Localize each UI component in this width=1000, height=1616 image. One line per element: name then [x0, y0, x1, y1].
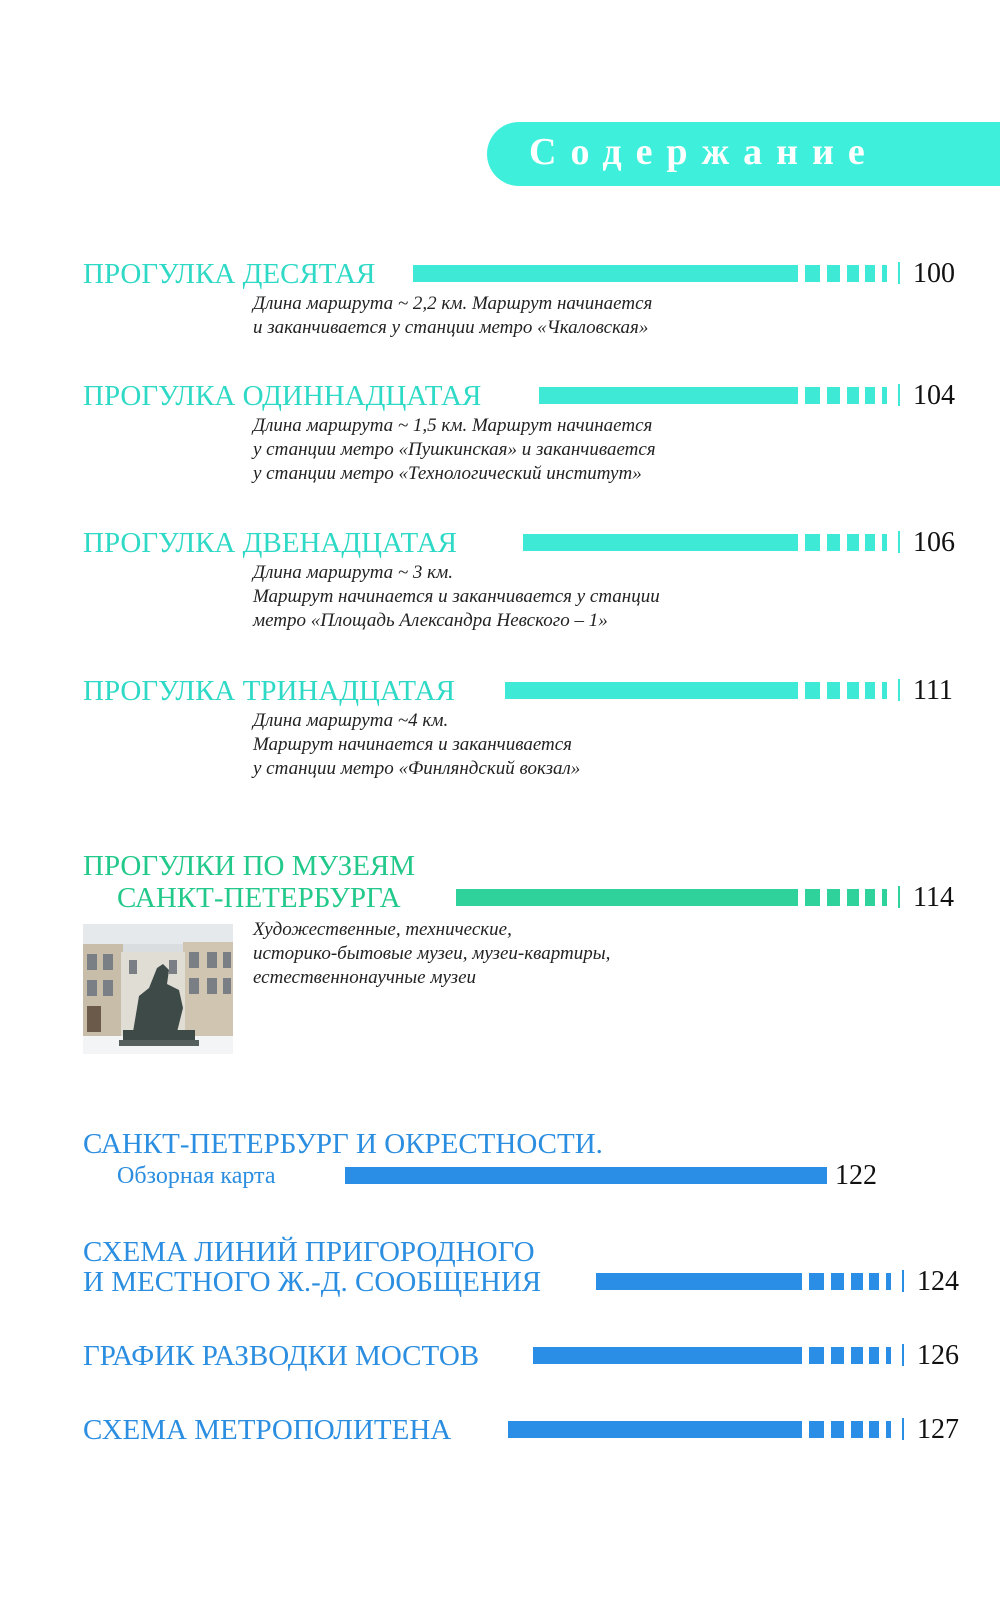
page-number: 126	[917, 1340, 959, 1371]
entry-title[interactable]: ПРОГУЛКА ДЕСЯТАЯ	[83, 258, 376, 290]
toc-entry[interactable]	[83, 525, 955, 633]
contents-title: Содержание	[529, 131, 879, 173]
toc-entry[interactable]	[83, 378, 955, 486]
entry-description: Длина маршрута ~ 3 км. Маршрут начинается и заканчивается у станции метро «Площадь Александра Невского – 1»	[253, 562, 660, 631]
entry-description: Художественные, технические, историко-бытовые музеи, музеи-квартиры, естественнонаучные музеи	[253, 919, 611, 988]
contents-header	[487, 122, 1000, 186]
leader-bar	[533, 1347, 802, 1364]
toc-entry[interactable]	[83, 256, 955, 340]
leader-bar	[413, 265, 798, 282]
page-number: 114	[913, 882, 954, 913]
entry-title-line1[interactable]: САНКТ-ПЕТЕРБУРГ И ОКРЕСТНОСТИ.	[83, 1128, 603, 1160]
entry-title[interactable]: И МЕСТНОГО Ж.-Д. СООБЩЕНИЯ	[83, 1266, 542, 1298]
toc-entry[interactable]	[83, 1234, 959, 1300]
entry-title[interactable]: СХЕМА МЕТРОПОЛИТЕНА	[83, 1414, 452, 1446]
toc-entry[interactable]	[83, 1338, 959, 1374]
page-number: 124	[917, 1266, 959, 1297]
leader-bar	[539, 387, 798, 404]
leader-bar	[505, 682, 798, 699]
page-number: 100	[913, 258, 955, 289]
leader-bar	[456, 889, 798, 906]
toc-entry[interactable]	[83, 673, 953, 781]
entry-title[interactable]: САНКТ-ПЕТЕРБУРГА	[117, 882, 401, 914]
entry-description: Длина маршрута ~4 км. Маршрут начинается и заканчивается у станции метро «Финляндский вокзал»	[253, 710, 581, 779]
toc-entry[interactable]	[83, 1412, 959, 1448]
entry-title[interactable]: ПРОГУЛКА ДВЕНАДЦАТАЯ	[83, 527, 457, 559]
entry-title[interactable]: Обзорная карта	[117, 1163, 276, 1189]
page-number: 127	[917, 1414, 959, 1445]
page-number: 122	[835, 1160, 877, 1191]
page-number: 106	[913, 527, 955, 558]
leader-bar	[596, 1273, 802, 1290]
page-number: 111	[913, 675, 953, 706]
museum-photo	[83, 924, 233, 1054]
entry-title-line1[interactable]: ПРОГУЛКИ ПО МУЗЕЯМ	[83, 850, 416, 882]
entry-description: Длина маршрута ~ 2,2 км. Маршрут начинается и заканчивается у станции метро «Чкаловская»	[253, 293, 653, 338]
entry-title[interactable]: ПРОГУЛКА ТРИНАДЦАТАЯ	[83, 675, 455, 707]
entry-title-line1[interactable]: СХЕМА ЛИНИЙ ПРИГОРОДНОГО	[83, 1236, 535, 1268]
entry-title[interactable]: ГРАФИК РАЗВОДКИ МОСТОВ	[83, 1340, 480, 1372]
leader-bar	[345, 1167, 827, 1184]
toc-entry[interactable]	[83, 1126, 883, 1194]
leader-bar	[508, 1421, 802, 1438]
entry-description: Длина маршрута ~ 1,5 км. Маршрут начинается у станции метро «Пушкинская» и заканчивается у станции метро «Технологический институт»	[253, 415, 656, 484]
page-number: 104	[913, 380, 955, 411]
leader-bar	[523, 534, 798, 551]
entry-title[interactable]: ПРОГУЛКА ОДИННАДЦАТАЯ	[83, 380, 482, 412]
